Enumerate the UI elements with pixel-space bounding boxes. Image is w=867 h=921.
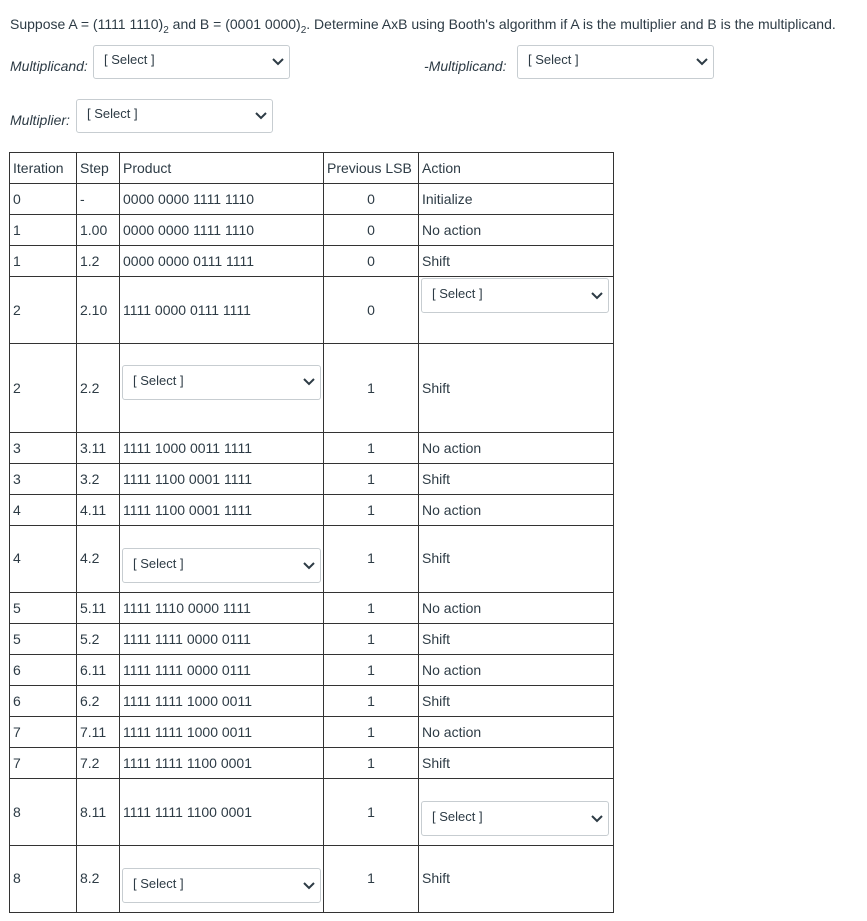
product-cell [120, 846, 324, 913]
action-cell [419, 277, 614, 344]
table-row [10, 464, 614, 495]
step-cell: 7.2 [77, 748, 120, 779]
question-mid: and B = (0001 0000) [168, 16, 301, 32]
step-cell: 3.11 [77, 433, 120, 464]
iteration-cell: 4 [10, 526, 77, 593]
action-cell: Shift [419, 846, 614, 913]
action-select[interactable] [421, 801, 609, 836]
iteration-cell: 5 [10, 593, 77, 624]
iteration-cell: 0 [10, 184, 77, 215]
lsb-cell: 1 [324, 464, 419, 495]
step-cell: 6.2 [77, 686, 120, 717]
table-row [10, 184, 614, 215]
product-cell [120, 344, 324, 433]
iteration-cell: 2 [10, 344, 77, 433]
neg-multiplicand-select-value: [ Select ] [528, 51, 579, 67]
header-product: Product [120, 153, 324, 184]
chevron-down-icon [586, 815, 608, 823]
lsb-cell: 0 [324, 277, 419, 344]
chevron-down-icon [298, 378, 320, 386]
step-cell: 6.11 [77, 655, 120, 686]
product-cell: 1111 1000 0011 1111 [120, 433, 324, 464]
step-cell: 2.2 [77, 344, 120, 433]
action-cell: No action [419, 717, 614, 748]
table-header-row [10, 153, 614, 184]
multiplier-select[interactable] [76, 99, 273, 133]
step-cell: 5.2 [77, 624, 120, 655]
chevron-down-icon [250, 100, 272, 132]
multiplicand-select-value: [ Select ] [104, 51, 155, 67]
question-text [10, 16, 836, 36]
lsb-cell: 1 [324, 846, 419, 913]
chevron-down-icon [298, 562, 320, 570]
lsb-cell: 0 [324, 184, 419, 215]
action-cell: Shift [419, 526, 614, 593]
table-row [10, 495, 614, 526]
action-cell: No action [419, 655, 614, 686]
action-cell: Shift [419, 344, 614, 433]
product-cell: 1111 1111 1100 0001 [120, 748, 324, 779]
action-cell: Shift [419, 748, 614, 779]
product-select[interactable] [122, 548, 321, 583]
lsb-cell: 0 [324, 246, 419, 277]
multiplicand-select[interactable] [93, 45, 290, 79]
product-cell: 1111 1111 1000 0011 [120, 717, 324, 748]
table-row [10, 779, 614, 846]
iteration-cell: 7 [10, 717, 77, 748]
table-row [10, 624, 614, 655]
chevron-down-icon [691, 46, 713, 78]
iteration-cell: 4 [10, 495, 77, 526]
table-row [10, 748, 614, 779]
step-cell: 8.2 [77, 846, 120, 913]
action-cell: Shift [419, 686, 614, 717]
lsb-cell: 1 [324, 593, 419, 624]
iteration-cell: 5 [10, 624, 77, 655]
table-row [10, 655, 614, 686]
iteration-cell: 8 [10, 779, 77, 846]
table-row [10, 277, 614, 344]
action-cell: Shift [419, 246, 614, 277]
multiplicand-label: Multiplicand: [10, 58, 88, 74]
action-cell: Shift [419, 624, 614, 655]
step-cell: 1.00 [77, 215, 120, 246]
step-cell: - [77, 184, 120, 215]
iteration-cell: 6 [10, 686, 77, 717]
chevron-down-icon [298, 882, 320, 890]
question-prefix: Suppose A = (1111 1110) [10, 16, 164, 32]
table-row [10, 433, 614, 464]
header-step: Step [77, 153, 120, 184]
iteration-cell: 3 [10, 464, 77, 495]
product-cell: 1111 1111 1000 0011 [120, 686, 324, 717]
step-cell: 8.11 [77, 779, 120, 846]
product-cell: 1111 1100 0001 1111 [120, 464, 324, 495]
iteration-cell: 3 [10, 433, 77, 464]
product-select[interactable] [122, 868, 321, 903]
product-cell [120, 526, 324, 593]
iteration-cell: 1 [10, 215, 77, 246]
lsb-cell: 1 [324, 433, 419, 464]
step-cell: 7.11 [77, 717, 120, 748]
header-previous-lsb: Previous LSB [324, 153, 419, 184]
iteration-cell: 6 [10, 655, 77, 686]
action-cell [419, 779, 614, 846]
product-cell: 1111 0000 0111 1111 [120, 277, 324, 344]
lsb-cell: 1 [324, 686, 419, 717]
iteration-cell: 1 [10, 246, 77, 277]
multiplier-select-value: [ Select ] [87, 105, 138, 121]
iteration-cell: 2 [10, 277, 77, 344]
table-row [10, 246, 614, 277]
step-cell: 4.2 [77, 526, 120, 593]
action-cell: Shift [419, 464, 614, 495]
lsb-cell: 0 [324, 215, 419, 246]
lsb-cell: 1 [324, 526, 419, 593]
step-cell: 3.2 [77, 464, 120, 495]
lsb-cell: 1 [324, 344, 419, 433]
table-row [10, 215, 614, 246]
neg-multiplicand-select[interactable] [517, 45, 714, 79]
step-cell: 1.2 [77, 246, 120, 277]
table-row [10, 526, 614, 593]
question-suffix: . Determine AxB using Booth's algorithm if A is the multiplier and B is the multiplicand. [306, 16, 836, 32]
product-cell: 0000 0000 0111 1111 [120, 246, 324, 277]
iteration-cell: 8 [10, 846, 77, 913]
product-cell: 0000 0000 1111 1110 [120, 184, 324, 215]
chevron-down-icon [586, 292, 608, 300]
header-action: Action [419, 153, 614, 184]
product-cell: 1111 1110 0000 1111 [120, 593, 324, 624]
product-cell: 1111 1111 0000 0111 [120, 624, 324, 655]
base-subscript-b: 2 [300, 24, 307, 36]
base-subscript-a: 2 [163, 24, 169, 36]
table-row [10, 344, 614, 433]
action-cell: No action [419, 215, 614, 246]
booth-table [9, 152, 614, 913]
action-cell: No action [419, 495, 614, 526]
lsb-cell: 1 [324, 748, 419, 779]
chevron-down-icon [267, 46, 289, 78]
header-iteration: Iteration [10, 153, 77, 184]
neg-multiplicand-label: -Multiplicand: [424, 58, 507, 74]
step-cell: 4.11 [77, 495, 120, 526]
multiplier-label: Multiplier: [10, 112, 70, 128]
product-select-value: [ Select ] [133, 372, 184, 388]
lsb-cell: 1 [324, 624, 419, 655]
lsb-cell: 1 [324, 717, 419, 748]
table-row [10, 846, 614, 913]
product-cell: 0000 0000 1111 1110 [120, 215, 324, 246]
step-cell: 5.11 [77, 593, 120, 624]
action-select-value: [ Select ] [432, 286, 483, 301]
iteration-cell: 7 [10, 748, 77, 779]
action-cell: Initialize [419, 184, 614, 215]
product-cell: 1111 1111 1100 0001 [120, 779, 324, 846]
step-cell: 2.10 [77, 277, 120, 344]
table-row [10, 686, 614, 717]
product-cell: 1111 1111 0000 0111 [120, 655, 324, 686]
product-select-value: [ Select ] [133, 556, 184, 571]
action-select-value: [ Select ] [432, 809, 483, 824]
product-select[interactable] [122, 365, 321, 400]
lsb-cell: 1 [324, 495, 419, 526]
table-row [10, 717, 614, 748]
table-row [10, 593, 614, 624]
product-select-value: [ Select ] [133, 876, 184, 891]
lsb-cell: 1 [324, 779, 419, 846]
action-select[interactable] [421, 278, 609, 313]
product-cell: 1111 1100 0001 1111 [120, 495, 324, 526]
action-cell: No action [419, 433, 614, 464]
lsb-cell: 1 [324, 655, 419, 686]
action-cell: No action [419, 593, 614, 624]
